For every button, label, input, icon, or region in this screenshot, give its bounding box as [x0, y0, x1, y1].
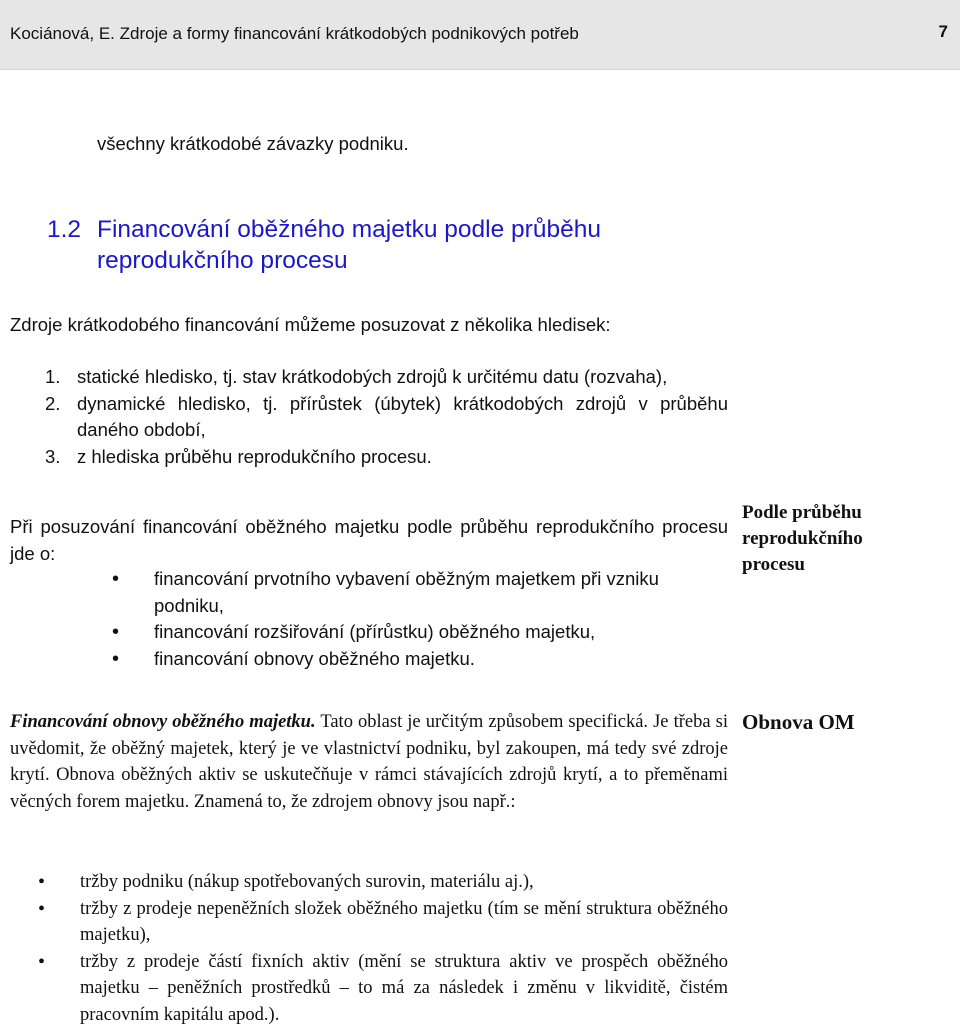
list-item: 2. dynamické hledisko, tj. přírůstek (úbytek) krátkodobých zdrojů v průběhu daného období,: [45, 392, 728, 440]
renewal-text: Tato oblast je určitým způsobem specifická. Je třeba si uvědomit, že oběžný majetek, který je ve vlastnictví podniku, byl zakoupen, má tedy své zdroje krytí. Obnova oběžných aktiv se uskutečňuje v rámci stávajících zdrojů krytí, a to přeměnami věcných forem majetku. Znamená to, že zdrojem obnovy jsou např.:: [10, 712, 728, 812]
list-item: • tržby podniku (nákup spotřebovaných surovin, materiálu aj.),: [38, 869, 728, 896]
margin-note-process: Podle průběhu reprodukčního procesu: [742, 502, 863, 575]
sources-bullets: [38, 869, 728, 1028]
page-number: 7: [938, 22, 948, 41]
section-title-line1: Financování oběžného majetku podle průběhu: [97, 216, 601, 243]
list-item: • tržby z prodeje částí fixních aktiv (mění se struktura aktiv ve prospěch oběžného majetku – peněžních prostředků – to má za následek i změnu v likviditě, čistém pracovním kapitálu apod.).: [38, 949, 728, 1029]
section-number: 1.2: [47, 216, 82, 243]
continuation-line: všechny krátkodobé závazky podniku.: [97, 133, 409, 154]
margin-note-renewal: Obnova OM: [742, 710, 855, 734]
header-title: Kociánová, E. Zdroje a formy financování krátkodobých podnikových potřeb: [10, 24, 579, 43]
section-heading: [47, 214, 747, 276]
list-item: • financování prvotního vybavení oběžným majetkem při vzniku podniku,: [112, 566, 728, 619]
list-item: • financování obnovy oběžného majetku.: [112, 646, 728, 673]
renewal-paragraph: [10, 709, 728, 815]
section-title-line2: reprodukčního procesu: [97, 247, 348, 274]
process-bullets: [112, 566, 728, 672]
intro-paragraph: Zdroje krátkodobého financování můžeme posuzovat z několika hledisek:: [10, 314, 611, 335]
list-item: 3. z hlediska průběhu reprodukčního procesu.: [45, 445, 432, 467]
list-item: • tržby z prodeje nepeněžních složek oběžného majetku (tím se mění struktura oběžného majetku),: [38, 896, 728, 949]
renewal-heading: Financování obnovy oběžného majetku.: [10, 712, 316, 732]
viewpoints-list: [45, 364, 728, 470]
list-item: • financování rozšiřování (přírůstku) oběžného majetku,: [112, 619, 728, 646]
process-paragraph: Při posuzování financování oběžného majetku podle průběhu reprodukčního procesu jde o:: [10, 516, 728, 564]
page-header: [0, 0, 960, 70]
list-item: 1. statické hledisko, tj. stav krátkodobých zdrojů k určitému datu (rozvaha),: [45, 366, 668, 387]
